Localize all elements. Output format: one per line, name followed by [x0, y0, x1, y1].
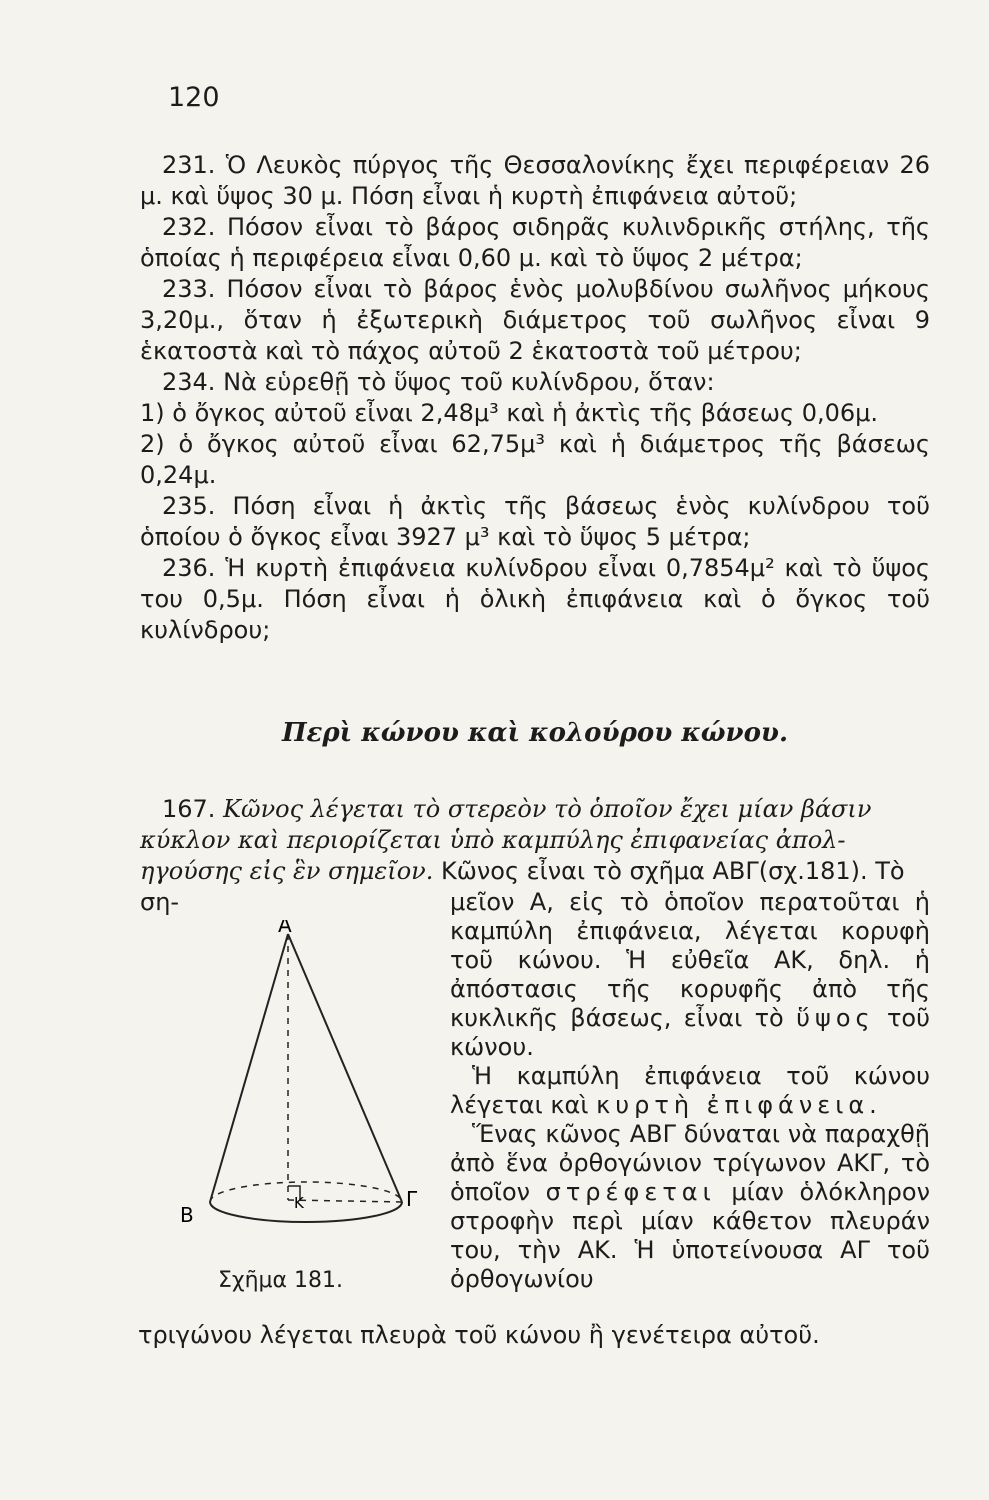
label-apex: A	[278, 920, 292, 937]
exercise-232: 232. Πόσον εἶναι τὸ βάρος σιδηρᾶς κυλινδρικῆς στήλης, τῆς ὁποίας ἡ περιφέρεια εἶναι 0,60 μ. καὶ τὸ ὕψος 2 μέτρα;	[140, 213, 930, 272]
emphasis-rotates: στρέφεται	[545, 1178, 716, 1206]
label-center: K	[294, 1194, 304, 1212]
definition-number: 167.	[162, 795, 216, 823]
cone-right-edge	[288, 934, 402, 1202]
page-number: 120	[168, 82, 220, 113]
label-left: B	[180, 1203, 194, 1227]
side-paragraph-2: Ἡ καμπύλη ἐπιφάνεια τοῦ κώνου λέγεται καὶ κυρτὴ ἐπιφάνεια.	[450, 1062, 930, 1119]
cone-figure	[140, 920, 440, 1230]
closing-line: τριγώνου λέγεται πλευρὰ τοῦ κώνου ἢ γενέτειρα αὐτοῦ.	[138, 1321, 820, 1349]
side-paragraph-3: Ἕνας κῶνος ΑΒΓ δύναται νὰ παραχθῇ ἀπὸ ἕνα ὀρθογώνιον τρίγωνον ΑΚΓ, τὸ ὁποῖον στρέφεται μίαν ὁλόκληρον στροφὴν περὶ μίαν κάθετον πλευράν του, τὴν ΑΚ. Ἡ ὑποτείνουσα ΑΓ τοῦ ὀρθογωνίου	[450, 1120, 930, 1293]
side-text	[450, 888, 930, 1294]
figure-caption: Σχῆμα 181.	[218, 1268, 344, 1293]
cone-diagram	[140, 920, 440, 1230]
side-paragraph-1: μεῖον Α, εἰς τὸ ὁποῖον περατοῦται ἡ καμπύλη ἐπιφάνεια, λέγεται κορυφὴ τοῦ κώνου. Ἡ εὐθεῖα ΑΚ, δηλ. ἡ ἀπόστασις τῆς κορυφῆς ἀπὸ τῆς κυκλικῆς βάσεως, εἶναι τὸ ὕψος τοῦ κώνου.	[450, 888, 930, 1061]
cone-base-front	[210, 1202, 402, 1222]
emphasis-convex-surface: κυρτὴ ἐπιφάνεια.	[596, 1091, 882, 1119]
exercise-235: 235. Πόση εἶναι ἡ ἀκτὶς τῆς βάσεως ἑνὸς κυλίνδρου τοῦ ὁποίου ὁ ὄγκος εἶναι 3927 μ³ καὶ τὸ ὕψος 5 μέτρα;	[140, 492, 930, 551]
definition-italic-2: εἰς ἓν σημεῖον.	[249, 857, 434, 885]
exercise-234: 234. Νὰ εὑρεθῇ τὸ ὕψος τοῦ κυλίνδρου, ὅταν:	[162, 368, 715, 396]
section-heading: Περὶ κώνου καὶ κολούρου κώνου.	[281, 718, 789, 748]
exercise-list	[140, 150, 930, 646]
exercise-236: 236. Ἡ κυρτὴ ἐπιφάνεια κυλίνδρου εἶναι 0,7854μ² καὶ τὸ ὕψος του 0,5μ. Πόση εἶναι ἡ ὁλικὴ ἐπιφάνεια καὶ ὁ ὄγκος τοῦ κυλίνδρου;	[140, 554, 930, 644]
exercise-231: 231. Ὁ Λευκὸς πύργος τῆς Θεσσαλονίκης ἔχει περιφέρειαν 26 μ. καὶ ὕψος 30 μ. Πόση εἶναι ἡ κυρτὴ ἐπιφάνεια αὐτοῦ;	[140, 151, 930, 210]
exercise-234-case-1: 1) ὁ ὄγκος αὐτοῦ εἶναι 2,48μ³ καὶ ἡ ἀκτὶς τῆς βάσεως 0,06μ.	[140, 399, 879, 427]
cone-base-back	[210, 1182, 402, 1202]
cone-base-radius	[288, 1200, 402, 1202]
cone-left-edge	[210, 934, 288, 1202]
exercise-234-case-2: 2) ὁ ὄγκος αὐτοῦ εἶναι 62,75μ³ καὶ ἡ διάμετρος τῆς βάσεως 0,24μ.	[140, 430, 930, 489]
label-right: Γ	[406, 1187, 418, 1211]
definition-italic-1: Κῶνος λέγεται τὸ στερεὸν τὸ ὁποῖον ἔχει μίαν βάσιν κύκλον καὶ περιορίζεται ὑπὸ καμπύλης ἐπιφανείας ἀποληγούσης	[140, 795, 872, 885]
definition-plain: Κῶνος εἶναι τὸ σχῆμα ΑΒΓ(σχ.181). Τὸ ση-	[140, 857, 905, 916]
emphasis-height: ὕψος	[796, 1004, 875, 1032]
exercise-233: 233. Πόσον εἶναι τὸ βάρος ἑνὸς μολυβδίνου σωλῆνος μήκους 3,20μ., ὅταν ἡ ἐξωτερικὴ διάμετρος τοῦ σωλῆνος εἶναι 9 ἑκατοστὰ καὶ τὸ πάχος αὐτοῦ 2 ἑκατοστὰ τοῦ μέτρου;	[140, 275, 930, 365]
